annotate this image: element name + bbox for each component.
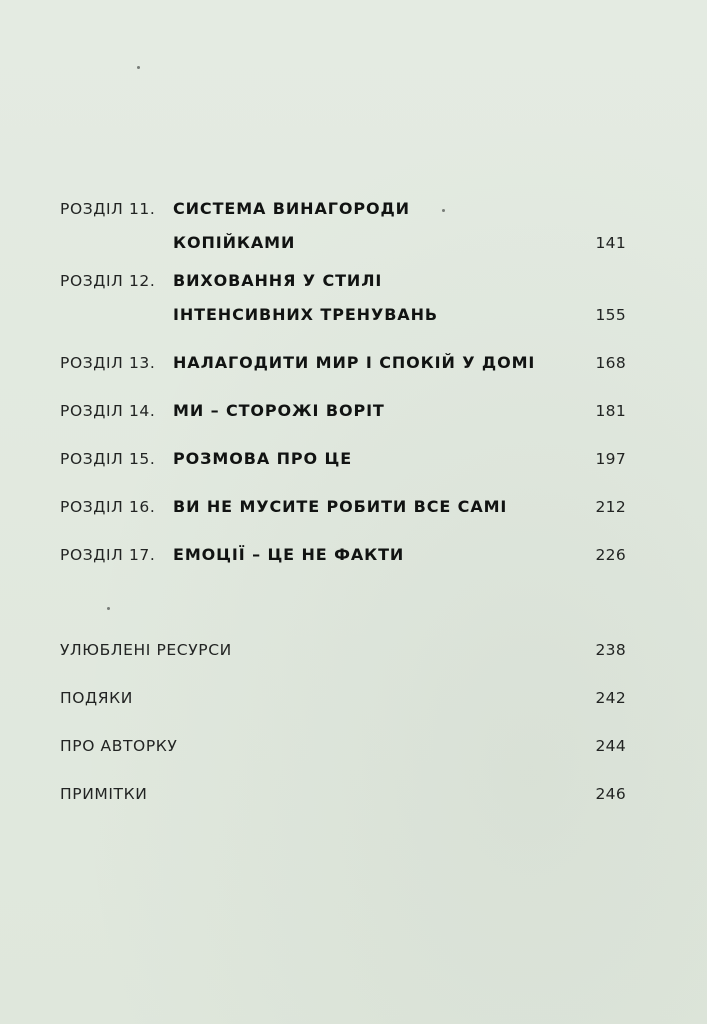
chapter-label: РОЗДІЛ 13.	[60, 354, 156, 372]
page-number: 238	[595, 641, 626, 659]
page-number: 226	[595, 546, 626, 564]
chapter-label: РОЗДІЛ 14.	[60, 402, 156, 420]
chapter-label: РОЗДІЛ 17.	[60, 546, 156, 564]
chapter-title-line: МИ – СТОРОЖІ ВОРІТ	[173, 401, 385, 420]
chapter-title-line: ЕМОЦІЇ – ЦЕ НЕ ФАКТИ	[173, 545, 405, 564]
toc-entry-acknowledgements	[60, 681, 626, 715]
toc-entry-chapter-15	[60, 442, 626, 476]
chapter-title	[173, 490, 626, 524]
toc-entry-chapter-11	[60, 192, 626, 260]
section-label: ПОДЯКИ	[60, 689, 133, 707]
page-number: 212	[595, 498, 626, 516]
chapter-label: РОЗДІЛ 16.	[60, 498, 156, 516]
chapter-label: РОЗДІЛ 11.	[60, 200, 156, 218]
chapter-title	[173, 442, 626, 476]
page-number: 168	[595, 354, 626, 372]
toc-entry-chapter-13	[60, 346, 626, 380]
chapter-title-line: РОЗМОВА ПРО ЦЕ	[173, 449, 353, 468]
chapter-title-line: ВИ НЕ МУСИТЕ РОБИТИ ВСЕ САМІ	[173, 497, 508, 516]
paper-speck	[137, 66, 140, 69]
chapter-title-line: ВИХОВАННЯ У СТИЛІ	[173, 271, 383, 290]
chapter-title-line: НАЛАГОДИТИ МИР І СПОКІЙ У ДОМІ	[173, 353, 536, 372]
section-label: УЛЮБЛЕНІ РЕСУРСИ	[60, 641, 232, 659]
toc-entry-about-author	[60, 729, 626, 763]
toc-entry-chapter-17	[60, 538, 626, 572]
chapter-title	[173, 538, 626, 572]
toc-entry-resources	[60, 633, 626, 667]
chapter-title	[173, 264, 626, 332]
toc-entry-chapter-16	[60, 490, 626, 524]
toc-entry-notes	[60, 777, 626, 811]
page-number: 244	[595, 737, 626, 755]
chapter-title	[173, 192, 626, 260]
page-number: 197	[595, 450, 626, 468]
table-of-contents	[60, 192, 626, 811]
chapter-title	[173, 394, 626, 428]
chapter-label: РОЗДІЛ 15.	[60, 450, 156, 468]
chapter-title-line: ІНТЕНСИВНИХ ТРЕНУВАНЬ	[173, 305, 438, 324]
chapter-title-line: КОПІЙКАМИ	[173, 233, 296, 252]
page-number: 181	[595, 402, 626, 420]
page-number: 155	[595, 306, 626, 324]
page-number: 242	[595, 689, 626, 707]
section-label: ПРИМІТКИ	[60, 785, 148, 803]
chapter-title-line: СИСТЕМА ВИНАГОРОДИ	[173, 199, 410, 218]
chapter-label: РОЗДІЛ 12.	[60, 272, 156, 290]
toc-entry-chapter-12	[60, 264, 626, 332]
page-number: 246	[595, 785, 626, 803]
section-label: ПРО АВТОРКУ	[60, 737, 178, 755]
toc-entry-chapter-14	[60, 394, 626, 428]
chapter-title	[173, 346, 626, 380]
page-number: 141	[595, 234, 626, 252]
